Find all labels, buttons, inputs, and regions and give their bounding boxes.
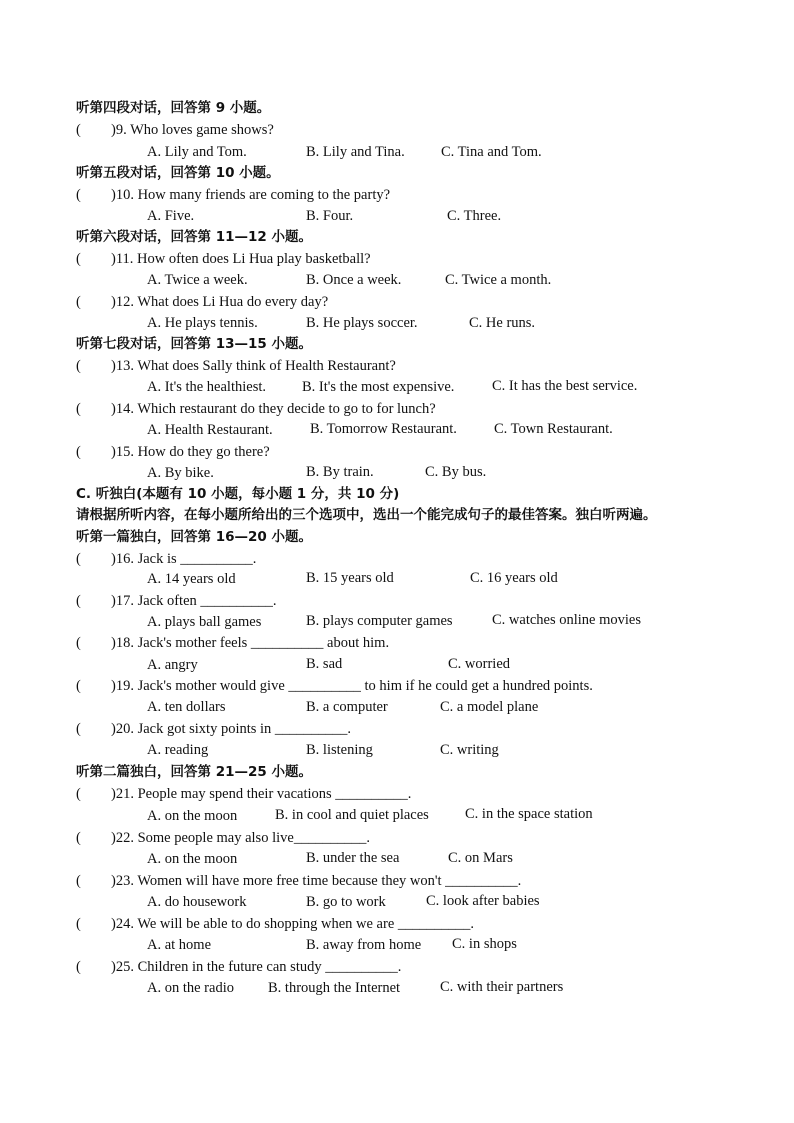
option-a: A. on the radio — [147, 980, 234, 996]
option-c: C. 16 years old — [470, 570, 558, 586]
question-text: )19. Jack's mother would give __________ to him if he could get a hundred points. — [111, 678, 593, 694]
question-text: )9. Who loves game shows? — [111, 122, 274, 138]
section-header-monologue-1: 听第一篇独白，回答第 16—20 小题。 — [76, 529, 312, 545]
option-b: B. go to work — [306, 894, 386, 910]
option-a: A. angry — [147, 657, 198, 673]
option-b: B. sad — [306, 656, 343, 672]
answer-blank-open[interactable]: ( — [76, 401, 81, 417]
option-a: A. plays ball games — [147, 614, 262, 630]
option-a: A. do housework — [147, 894, 247, 910]
option-b: B. He plays soccer. — [306, 315, 418, 331]
question-text: )14. Which restaurant do they decide to go to for lunch? — [111, 401, 436, 417]
option-c: C. writing — [440, 742, 499, 758]
option-a: A. at home — [147, 937, 212, 953]
section-header-dialogue-7: 听第七段对话，回答第 13—15 小题。 — [76, 336, 312, 352]
answer-blank-open[interactable]: ( — [76, 122, 81, 138]
option-c: C. He runs. — [469, 315, 536, 331]
answer-blank-open[interactable]: ( — [76, 444, 81, 460]
option-b: B. By train. — [306, 464, 374, 480]
option-b: B. through the Internet — [268, 980, 401, 996]
option-c: C. Three. — [447, 208, 502, 224]
option-a: A. reading — [147, 742, 209, 758]
option-c: C. Tina and Tom. — [441, 144, 542, 160]
answer-blank-open[interactable]: ( — [76, 551, 81, 567]
option-b: B. Tomorrow Restaurant. — [310, 421, 457, 437]
option-a: A. on the moon — [147, 851, 238, 867]
option-c: C. worried — [448, 656, 511, 672]
question-text: )17. Jack often __________. — [111, 593, 277, 609]
option-b: B. It's the most expensive. — [302, 379, 455, 395]
option-a: A. By bike. — [147, 465, 214, 481]
question-text: )18. Jack's mother feels __________ about him. — [111, 635, 390, 651]
answer-blank-open[interactable]: ( — [76, 830, 81, 846]
question-text: )15. How do they go there? — [111, 444, 270, 460]
option-b: B. in cool and quiet places — [275, 807, 429, 823]
question-text: )21. People may spend their vacations __________. — [111, 786, 412, 802]
option-a: A. He plays tennis. — [147, 315, 258, 331]
option-c: C. look after babies — [426, 893, 540, 909]
option-a: A. Lily and Tom. — [147, 144, 247, 160]
option-a: A. Health Restaurant. — [147, 422, 273, 438]
option-b: B. 15 years old — [306, 570, 394, 586]
option-b: B. Four. — [306, 208, 354, 224]
question-text: )25. Children in the future can study __________. — [111, 959, 402, 975]
option-a: A. Five. — [147, 208, 195, 224]
option-c: C. with their partners — [440, 979, 564, 995]
option-c: C. on Mars — [448, 850, 513, 866]
question-text: )12. What does Li Hua do every day? — [111, 294, 329, 310]
option-b: B. under the sea — [306, 850, 400, 866]
answer-blank-open[interactable]: ( — [76, 786, 81, 802]
answer-blank-open[interactable]: ( — [76, 959, 81, 975]
option-a: A. on the moon — [147, 808, 238, 824]
option-c: C. Twice a month. — [445, 272, 552, 288]
option-b: B. listening — [306, 742, 373, 758]
section-c-instruction: 请根据所听内容，在每小题所给出的三个选项中，选出一个能完成句子的最佳答案。独白听两遍。 — [76, 507, 657, 523]
answer-blank-open[interactable]: ( — [76, 873, 81, 889]
question-text: )24. We will be able to do shopping when we are __________. — [111, 916, 475, 932]
question-text: )20. Jack got sixty points in __________. — [111, 721, 352, 737]
question-text: )23. Women will have more free time because they won't __________. — [111, 873, 522, 889]
option-c: C. It has the best service. — [492, 378, 638, 394]
question-text: )22. Some people may also live__________. — [111, 830, 370, 846]
answer-blank-open[interactable]: ( — [76, 678, 81, 694]
answer-blank-open[interactable]: ( — [76, 187, 81, 203]
section-c-title: C. 听独白(本题有 10 小题，每小题 1 分，共 10 分) — [76, 486, 400, 502]
answer-blank-open[interactable]: ( — [76, 721, 81, 737]
option-b: B. plays computer games — [306, 613, 453, 629]
option-c: C. in shops — [452, 936, 517, 952]
option-c: C. a model plane — [440, 699, 539, 715]
section-header-dialogue-6: 听第六段对话，回答第 11—12 小题。 — [76, 229, 312, 245]
question-text: )11. How often does Li Hua play basketball? — [111, 251, 371, 267]
option-a: A. 14 years old — [147, 571, 236, 587]
answer-blank-open[interactable]: ( — [76, 294, 81, 310]
answer-blank-open[interactable]: ( — [76, 358, 81, 374]
section-header-dialogue-5: 听第五段对话，回答第 10 小题。 — [76, 165, 280, 181]
section-header-monologue-2: 听第二篇独白，回答第 21—25 小题。 — [76, 764, 312, 780]
answer-blank-open[interactable]: ( — [76, 916, 81, 932]
option-c: C. By bus. — [425, 464, 487, 480]
question-text: )10. How many friends are coming to the party? — [111, 187, 391, 203]
option-b: B. a computer — [306, 699, 388, 715]
question-text: )13. What does Sally think of Health Restaurant? — [111, 358, 396, 374]
option-c: C. in the space station — [465, 806, 593, 822]
option-a: A. ten dollars — [147, 699, 226, 715]
answer-blank-open[interactable]: ( — [76, 251, 81, 267]
option-c: C. Town Restaurant. — [494, 421, 613, 437]
answer-blank-open[interactable]: ( — [76, 635, 81, 651]
option-a: A. It's the healthiest. — [147, 379, 266, 395]
option-b: B. Lily and Tina. — [306, 144, 405, 160]
option-c: C. watches online movies — [492, 612, 642, 628]
question-text: )16. Jack is __________. — [111, 551, 257, 567]
option-b: B. Once a week. — [306, 272, 402, 288]
option-a: A. Twice a week. — [147, 272, 248, 288]
section-header-dialogue-4: 听第四段对话，回答第 9 小题。 — [76, 100, 271, 116]
answer-blank-open[interactable]: ( — [76, 593, 81, 609]
option-b: B. away from home — [306, 937, 422, 953]
